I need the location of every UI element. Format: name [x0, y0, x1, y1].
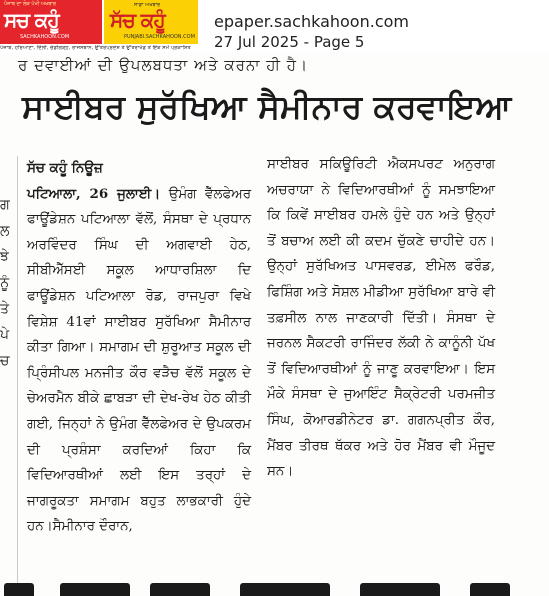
logo-site: SACHKAHOON.COM [20, 34, 70, 40]
slice-fragment: ਝੇ [0, 249, 9, 265]
article-dateline: ਪਟਿਆਲਾ, 26 ਜੁਲਾਈ। [27, 185, 161, 202]
slice-fragment: ਤੇ [0, 301, 9, 317]
slice-fragment: ਨੂੰ [0, 275, 10, 291]
slice-fragment: ਪੇ [0, 327, 10, 343]
cutoff-glyph [60, 583, 130, 596]
cutoff-glyph [470, 583, 510, 596]
logo-sub-site: PUNJABI.SACHKAHOON.COM [124, 34, 195, 40]
logo-tagline: ਪੰਜਾਬ ਦਾ ਲੋਕ ਪੱਖੀ ਅਖ਼ਬਾਰ [4, 1, 56, 7]
sachkahoon-punjabi-logo[interactable] [104, 0, 198, 44]
article-column-2 [267, 152, 495, 485]
cutoff-glyph [150, 583, 210, 596]
article-body-part-1: ਉਮੰਗ ਵੈੱਲਫੇਅਰ ਫਾਊਂਡੇਸ਼ਨ ਪਟਿਆਲਾ ਵੱਲੋਂ, ਸੰਸਥਾ ਦੇ ਪ੍ਰਧਾਨ ਅਰਵਿੰਦਰ ਸਿੰਘ ਦੀ ਅਗਵਾਈ ਹੇਠ, ਸੀਬੀਐੱਸਈ ਸਕੂਲ ਆਧਾਰਸ਼ਿਲਾ ਦਿ ਫਾਊਂਡੇਸ਼ਨ ਪਟਿਆਲਾ ਰੋਡ, ਰਾਜਪੁਰਾ ਵਿਖੇ ਵਿਸ਼ੇਸ਼ 41ਵਾਂ ਸਾਈਬਰ ਸੁਰੱਖਿਆ ਸੈਮੀਨਾਰ ਕੀਤਾ ਗਿਆ। ਸਮਾਗਮ ਦੀ ਸ਼ੁਰੂਆਤ ਸਕੂਲ ਦੀ ਪ੍ਰਿੰਸੀਪਲ ਮਨਜੀਤ ਕੌਰ ਵੜੈਚ ਵੱਲੋਂ ਸਕੂਲ ਦੇ ਚੇਅਰਮੈਨ ਬੀਕੇ ਛਾਬੜਾ ਦੀ ਦੇਖ-ਰੇਖ ਹੇਠ ਕੀਤੀ ਗਈ, ਜਿਨ੍ਹਾਂ ਨੇ ਉਮੰਗ ਵੈੱਲਫੇਅਰ ਦੇ ਉਪਕਰਮ ਦੀ ਪ੍ਰਸ਼ੰਸਾ ਕਰਦਿਆਂ ਕਿਹਾ ਕਿ ਵਿਦਿਆਰਥੀਆਂ ਲਈ ਇਸ ਤਰ੍ਹਾਂ ਦੇ ਜਾਗਰੂਕਤਾ ਸਮਾਗਮ ਬਹੁਤ ਲਾਭਕਾਰੀ ਹੁੰਦੇ ਹਨ।ਸੈਮੀਨਾਰ ਦੌਰਾਨ, [27, 186, 252, 535]
slice-fragment: ਚ [0, 353, 10, 369]
edition-date-page: 27 Jul 2025 - Page 5 [214, 33, 365, 51]
previous-article-line: ਰ ਦਵਾਈਆਂ ਦੀ ਉਪਲਬਧਤਾ ਅਤੇ ਕਰਨਾ ਹੀ ਹੈ। [18, 56, 309, 74]
edition-strap: ਪੰਜਾਬ, ਹਰਿਆਣਾ, ਦਿੱਲੀ, ਚੰਡੀਗੜ੍ਹ, ਰਾਜਸਥਾਨ, ਉੱਤਰਪ੍ਰਦੇਸ਼ ਤੇ ਉੱਤਰਾਖੰਡ ਤੋਂ ਇੱਕੋ ਸਮੇਂ ਪ੍ਰਕਾਸ਼ਿਤ [0, 45, 191, 51]
column-divider [17, 156, 18, 586]
newspaper-page [0, 52, 549, 596]
cutoff-glyph [360, 583, 440, 596]
cutoff-glyph [240, 583, 330, 596]
logo-name: ਸਚ ਕਹੂੰ [4, 8, 59, 32]
article-headline: ਸਾਈਬਰ ਸੁਰੱਖਿਆ ਸੈਮੀਨਾਰ ਕਰਵਾਇਆ [22, 87, 512, 126]
cutoff-glyph [4, 583, 34, 596]
article-body-part-2: ਸਾਈਬਰ ਸਕਿਊਰਿਟੀ ਐਕਸਪਰਟ ਅਨੁਰਾਗ ਅਚਰਾਯਾ ਨੇ ਵਿਦਿਆਰਥੀਆਂ ਨੂੰ ਸਮਝਾਇਆ ਕਿ ਕਿਵੇਂ ਸਾਈਬਰ ਹਮਲੇ ਹੁੰਦੇ ਹਨ ਅਤੇ ਉਨ੍ਹਾਂ ਤੋਂ ਬਚਾਅ ਲਈ ਕੀ ਕਦਮ ਚੁੱਕਣੇ ਚਾਹੀਦੇ ਹਨ। ਉਨ੍ਹਾਂ ਸੁਰੱਖਿਅਤ ਪਾਸਵਰਡ, ਈਮੇਲ ਫਰੌਡ, ਫਿਸ਼ਿੰਗ ਅਤੇ ਸੋਸ਼ਲ ਮੀਡੀਆ ਸੁਰੱਖਿਆ ਬਾਰੇ ਵੀ ਤਫ਼ਸੀਲ ਨਾਲ ਜਾਣਕਾਰੀ ਦਿੱਤੀ। ਸੰਸਥਾ ਦੇ ਜਰਨਲ ਸੈਕਟਰੀ ਰਾਜਿੰਦਰ ਲੱਕੀ ਨੇ ਕਾਨੂੰਨੀ ਪੱਖ ਤੋਂ ਵਿਦਿਆਰਥੀਆਂ ਨੂੰ ਜਾਣੂ ਕਰਵਾਇਆ। ਇਸ ਮੌਕੇ ਸੰਸਥਾ ਦੇ ਜੁਆਇੰਟ ਸੈਕ੍ਰੇਟਰੀ ਪਰਮਜੀਤ ਸਿੰਘ, ਕੋਆਰਡੀਨੇਟਰ ਡਾ. ਗਗਨਪ੍ਰੀਤ ਕੌਰ, ਮੈਂਬਰ ਤੀਰਥ ਥੱਕਰ ਅਤੇ ਹੋਰ ਮੈਂਬਰ ਵੀ ਮੌਜੂਦ ਸਨ। [267, 157, 495, 480]
next-headline-cutoff [0, 581, 549, 596]
adjacent-column-slice [0, 192, 16, 522]
article-column-1 [27, 152, 251, 540]
sachkahoon-logo[interactable] [0, 0, 102, 44]
slice-fragment: ਗ [0, 197, 10, 213]
article-byline: ਸੱਚ ਕਹੂੰ ਨਿਊਜ਼ [27, 160, 103, 176]
epaper-header [0, 0, 549, 52]
logo-sub-name: ਸੱਚ ਕਹੂੰ [110, 8, 165, 32]
epaper-site-url[interactable]: epaper.sachkahoon.com [214, 12, 409, 31]
logo-sub-tagline: ਸਾਡਾ ਅਖ਼ਬਾਰ [134, 2, 161, 8]
slice-fragment: ਲ [0, 223, 10, 239]
